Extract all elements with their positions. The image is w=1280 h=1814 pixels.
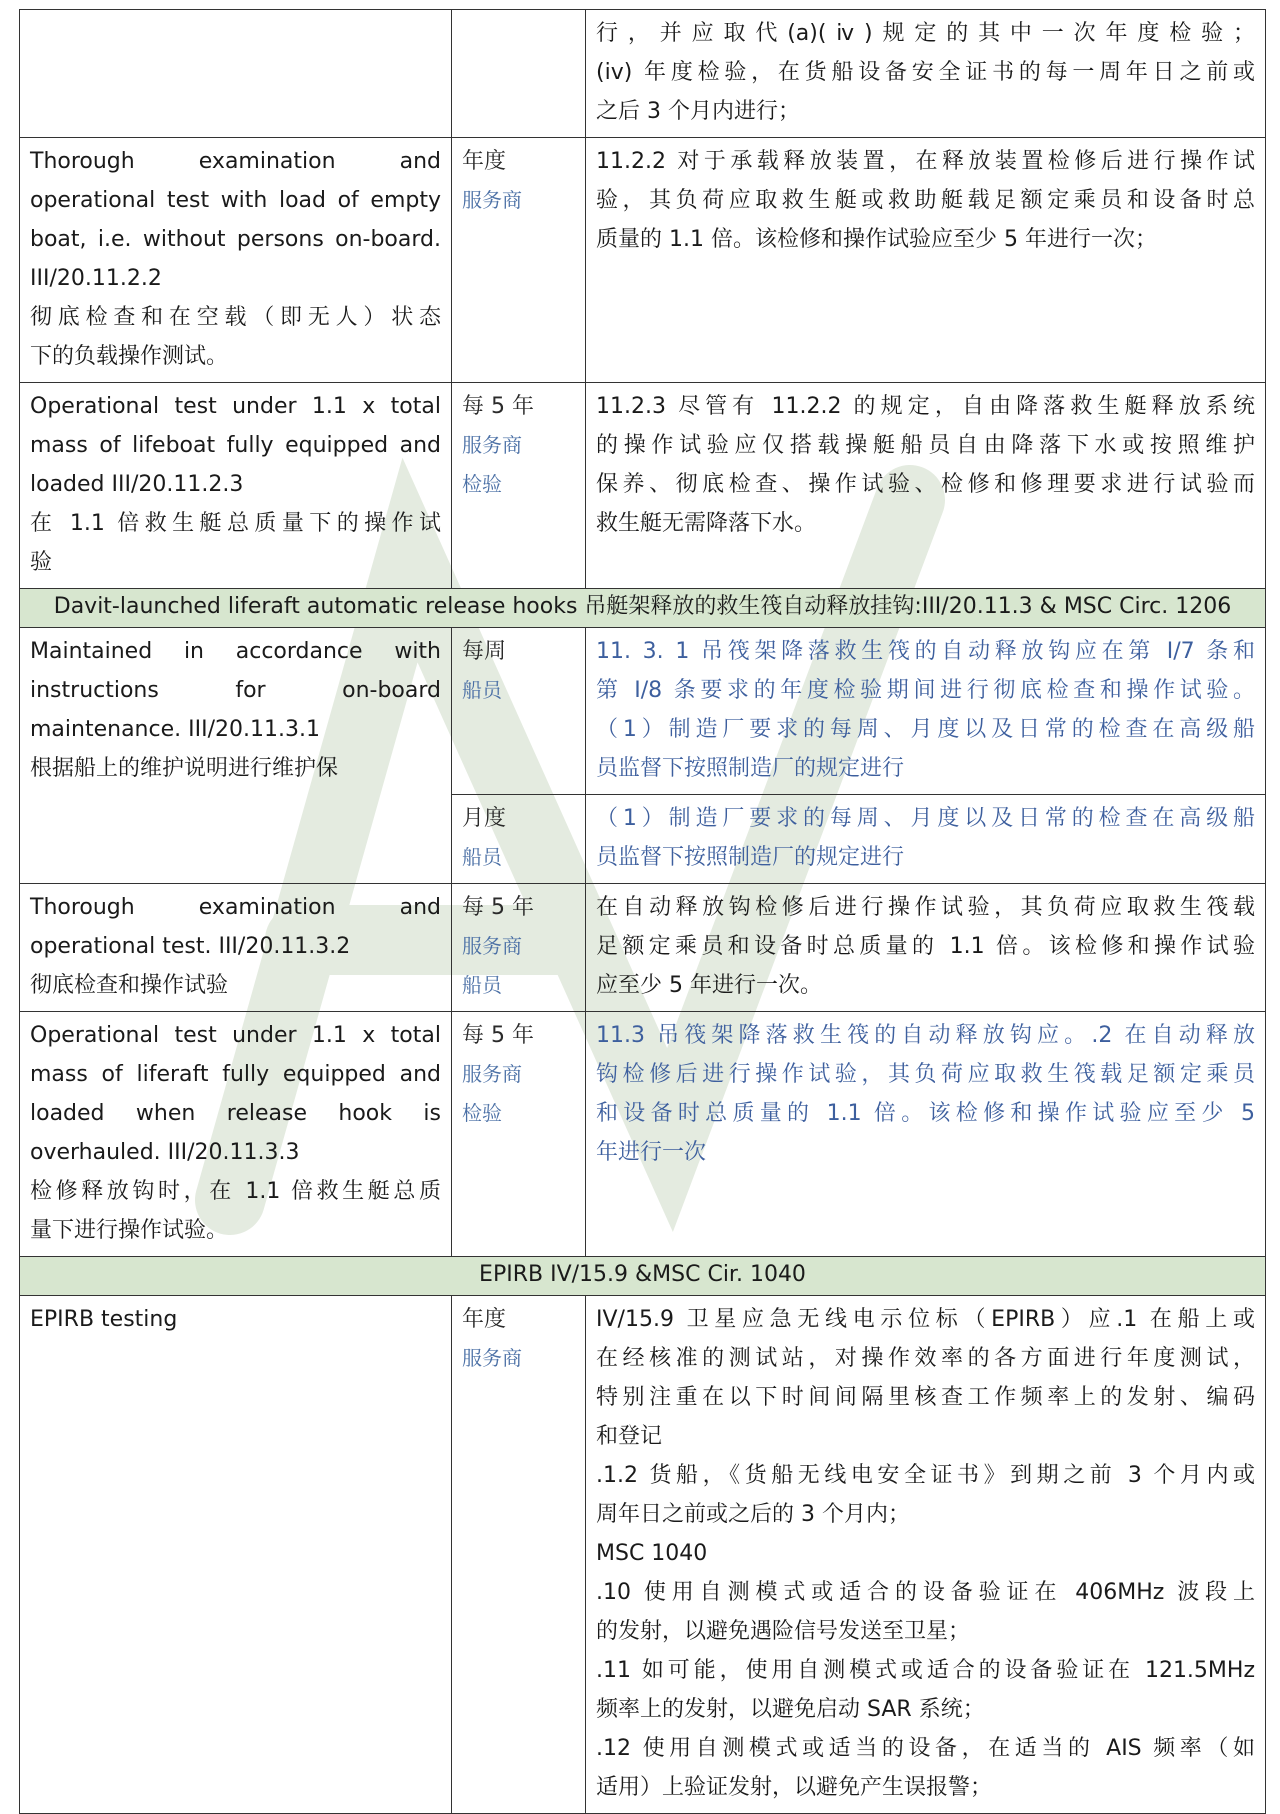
table-row [20, 10, 1266, 138]
frequency-label: 月度 [462, 806, 507, 831]
requirement-line: .12 使用自测模式或适当的设备，在适当的 AIS 频率（如 [596, 1736, 1255, 1761]
requirement-line: （1）制造厂要求的每周、月度以及日常的检查在高级船 [596, 806, 1255, 831]
item-line: mass of lifeboat fully equipped and [30, 433, 441, 458]
requirement-cell [586, 10, 1266, 138]
requirement-line: 11.2.2 对于承载释放装置，在释放装置检修后进行操作试 [596, 149, 1255, 174]
frequency-cell [452, 795, 586, 884]
item-line: mass of liferaft fully equipped and [30, 1062, 441, 1087]
frequency-label: 年度 [462, 1307, 507, 1332]
requirement-line: 验，其负荷应取救生艇或救助艇载足额定乘员和设备时总 [596, 188, 1255, 213]
responsible-party: 船员 [462, 973, 502, 997]
item-line: boat, i.e. without persons on-board. [30, 227, 441, 252]
requirement-line: 员监督下按照制造厂的规定进行 [596, 845, 905, 870]
item-line: Operational test under 1.1 x total [30, 394, 441, 419]
item-line: Thorough examination and [30, 895, 441, 920]
requirement-line: 的发射，以避免遇险信号发送至卫星； [596, 1619, 971, 1644]
table-row [20, 1296, 1266, 1814]
item-line: 下的负载操作测试。 [30, 344, 229, 369]
requirement-line: 在经核准的测试站，对操作效率的各方面进行年度测试， [596, 1346, 1255, 1371]
item-cell [20, 138, 452, 383]
table-row [20, 383, 1266, 589]
item-line: overhauled. III/20.11.3.3 [30, 1140, 300, 1165]
frequency-cell [452, 138, 586, 383]
item-line: operational test with load of empty [30, 188, 441, 213]
requirement-line: 保养、彻底检查、操作试验、检修和修理要求进行试验而 [596, 472, 1255, 497]
item-line: 验 [30, 550, 53, 575]
item-line: Operational test under 1.1 x total [30, 1023, 441, 1048]
requirement-line: 适用）上验证发射，以避免产生误报警； [596, 1775, 993, 1800]
responsible-party: 服务商 [462, 1346, 522, 1370]
section-header-row [20, 1257, 1266, 1296]
item-line: 彻底检查和操作试验 [30, 973, 229, 998]
responsible-party: 船员 [462, 678, 502, 702]
responsible-party: 服务商 [462, 934, 522, 958]
item-line: operational test. III/20.11.3.2 [30, 934, 351, 959]
requirement-line: IV/15.9 卫星应急无线电示位标（EPIRB）应.1 在船上或 [596, 1307, 1255, 1332]
requirement-line: 员监督下按照制造厂的规定进行 [596, 756, 905, 781]
requirement-line: 质量的 1.1 倍。该检修和操作试验应至少 5 年进行一次； [596, 227, 1157, 252]
requirement-line: 和登记 [596, 1424, 663, 1449]
item-line: instructions for on-board [30, 678, 441, 703]
section-title: EPIRB IV/15.9 &MSC Cir. 1040 [20, 1257, 1266, 1296]
item-line: maintenance. III/20.11.3.1 [30, 717, 320, 742]
frequency-cell [452, 1012, 586, 1257]
table-row [20, 138, 1266, 383]
frequency-label: 每周 [462, 639, 507, 664]
requirement-line: .1.2 货船，《货船无线电安全证书》到期之前 3 个月内或 [596, 1463, 1255, 1488]
responsible-party: 检验 [462, 1101, 502, 1125]
requirement-line: MSC 1040 [596, 1541, 708, 1566]
requirement-line: 和设备时总质量的 1.1 倍。该检修和操作试验应至少 5 [596, 1101, 1255, 1126]
requirement-line: .10 使用自测模式或适合的设备验证在 406MHz 波段上 [596, 1580, 1255, 1605]
responsible-party: 服务商 [462, 433, 522, 457]
item-line: EPIRB testing [30, 1307, 178, 1332]
requirement-line: 频率上的发射，以避免启动 SAR 系统； [596, 1697, 985, 1722]
requirement-line: 特别注重在以下时间间隔里核查工作频率上的发射、编码 [596, 1385, 1255, 1410]
requirement-line: .11 如可能，使用自测模式或适合的设备验证在 121.5MHz [596, 1658, 1255, 1683]
requirement-line: （1）制造厂要求的每周、月度以及日常的检查在高级船 [596, 717, 1255, 742]
item-line: 量下进行操作试验。 [30, 1218, 229, 1243]
item-line: loaded III/20.11.2.3 [30, 472, 244, 497]
requirement-cell [586, 628, 1266, 795]
item-line: 检修释放钩时，在 1.1 倍救生艇总质 [30, 1179, 441, 1204]
requirement-line: 救生艇无需降落下水。 [596, 511, 817, 536]
item-cell [20, 10, 452, 138]
frequency-label: 每 5 年 [462, 1023, 534, 1048]
requirement-line: 11. 3. 1 吊筏架降落救生筏的自动释放钩应在第 I/7 条和 [596, 639, 1255, 664]
requirements-table [19, 9, 1266, 1814]
frequency-cell [452, 10, 586, 138]
item-line: loaded when release hook is [30, 1101, 441, 1126]
requirement-line: 应至少 5 年进行一次。 [596, 973, 822, 998]
requirement-line: (iv) 年度检验，在货船设备安全证书的每一周年日之前或 [596, 60, 1255, 85]
requirement-cell [586, 1296, 1266, 1814]
item-cell [20, 628, 452, 884]
requirement-line: 11.3 吊筏架降落救生筏的自动释放钩应。.2 在自动释放 [596, 1023, 1255, 1048]
requirement-line: 钩检修后进行操作试验，其负荷应取救生筏载足额定乘员 [596, 1062, 1255, 1087]
requirement-cell [586, 884, 1266, 1012]
responsible-party: 检验 [462, 472, 502, 496]
item-line: III/20.11.2.2 [30, 266, 162, 291]
frequency-label: 每 5 年 [462, 394, 534, 419]
frequency-cell [452, 884, 586, 1012]
item-line: 根据船上的维护说明进行维护保 [30, 756, 339, 781]
requirement-line: 之后 3 个月内进行； [596, 99, 800, 124]
section-title: Davit-launched liferaft automatic release hooks 吊艇架释放的救生筏自动释放挂钩:III/20.11.3 & MSC Circ. 1206 [20, 589, 1266, 628]
requirement-line: 11.2.3 尽管有 11.2.2 的规定，自由降落救生艇释放系统 [596, 394, 1255, 419]
item-line: 彻底检查和在空载（即无人）状态 [30, 305, 441, 330]
frequency-cell [452, 628, 586, 795]
requirement-cell [586, 383, 1266, 589]
item-line: 在 1.1 倍救生艇总质量下的操作试 [30, 511, 441, 536]
frequency-cell [452, 1296, 586, 1814]
responsible-party: 船员 [462, 845, 502, 869]
requirement-line: 第 I/8 条要求的年度检验期间进行彻底检查和操作试验。 [596, 678, 1255, 703]
requirement-line: 年进行一次 [596, 1140, 707, 1165]
requirement-line: 在自动释放钩检修后进行操作试验，其负荷应取救生筏载 [596, 895, 1255, 920]
table-row [20, 628, 1266, 795]
frequency-label: 每 5 年 [462, 895, 534, 920]
requirement-cell [586, 1012, 1266, 1257]
responsible-party: 服务商 [462, 188, 522, 212]
item-line: Maintained in accordance with [30, 639, 441, 664]
requirement-cell [586, 138, 1266, 383]
item-line: Thorough examination and [30, 149, 441, 174]
item-cell [20, 1012, 452, 1257]
requirement-line: 的操作试验应仅搭载操艇船员自由降落下水或按照维护 [596, 433, 1255, 458]
responsible-party: 服务商 [462, 1062, 522, 1086]
table-row [20, 884, 1266, 1012]
requirement-line: 行，并应取代(a)(ⅳ)规定的其中一次年度检验； [596, 21, 1255, 46]
item-cell [20, 383, 452, 589]
table-row [20, 1012, 1266, 1257]
item-cell [20, 884, 452, 1012]
item-cell [20, 1296, 452, 1814]
section-header-row [20, 589, 1266, 628]
frequency-label: 年度 [462, 149, 507, 174]
requirement-cell [586, 795, 1266, 884]
requirement-line: 足额定乘员和设备时总质量的 1.1 倍。该检修和操作试验 [596, 934, 1255, 959]
frequency-cell [452, 383, 586, 589]
requirement-line: 周年日之前或之后的 3 个月内； [596, 1502, 910, 1527]
